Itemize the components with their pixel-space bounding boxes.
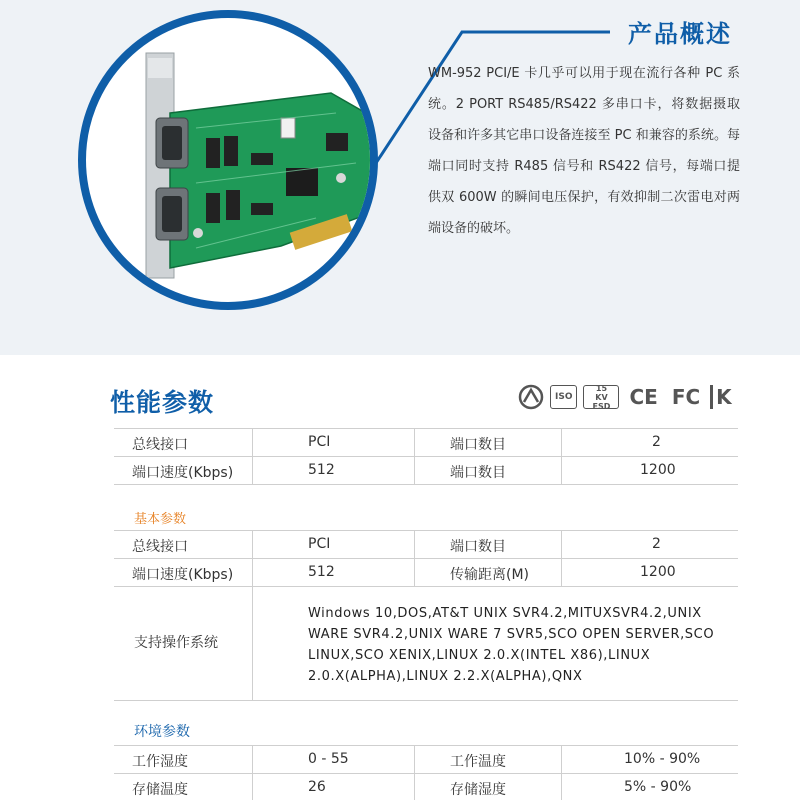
table-cell: 总线接口 — [132, 437, 188, 453]
table-cell: 5% - 90% — [624, 779, 692, 795]
table-cell: 1200 — [640, 462, 676, 478]
table-rule — [114, 456, 738, 457]
table-cell: 0 - 55 — [308, 751, 349, 767]
table-cell: 端口数目 — [450, 437, 506, 453]
table-rule — [114, 530, 738, 531]
table-cell: 1200 — [640, 564, 676, 580]
table-cell: 总线接口 — [132, 539, 188, 555]
overview-title: 产品概述 — [628, 20, 732, 48]
table-vrule — [252, 530, 253, 700]
table-rule — [114, 745, 738, 746]
kc-icon: K — [710, 385, 736, 409]
table-cell: 512 — [308, 564, 335, 580]
table-rule — [114, 484, 738, 485]
table-cell: 端口数目 — [450, 465, 506, 481]
basic-params-label: 基本参数 — [134, 512, 187, 527]
table-cell: 工作湿度 — [132, 754, 188, 770]
table-cell: 2 — [652, 434, 661, 450]
overview-paragraph: WM-952 PCI/E 卡几乎可以用于现在流行各种 PC 系统。2 PORT RS485/RS422 多串口卡，将数据摄取设备和许多其它串口设备连接至 PC 和兼容的系统。每端口同时支持 R485 信号和 RS422 信号，每端口提供双 600W 的瞬间电压保护，有效抑制二次雷电对两端设备的破坏。 — [428, 66, 740, 236]
table-cell: PCI — [308, 536, 331, 552]
table-cell: 26 — [308, 779, 326, 795]
rohs-icon — [518, 384, 544, 410]
table-cell: 端口速度(Kbps) — [132, 567, 234, 583]
os-value: Windows 10,DOS,AT&T UNIX SVR4.2,MITUXSVR4.2,UNIX WARE SVR4.2,UNIX WARE 7 SVR5,SCO OPEN SERVER,SCO LINUX,SCO XENIX,LINUX 2.0.X(INTEL X86),LINUX 2.0.X(ALPHA),LINUX 2.2.X(ALPHA),QNX — [308, 606, 715, 684]
table-rule — [114, 773, 738, 774]
specs-title: 性能参数 — [110, 388, 215, 417]
fcc-icon: FC — [671, 385, 701, 409]
table-cell: 工作温度 — [450, 754, 506, 770]
table-vrule — [414, 530, 415, 586]
table-vrule — [252, 745, 253, 800]
pci-card-image — [86, 18, 378, 310]
os-label: 支持操作系统 — [134, 635, 218, 651]
table-cell: PCI — [308, 434, 331, 450]
table-vrule — [561, 745, 562, 800]
table-vrule — [252, 428, 253, 484]
table-cell: 2 — [652, 536, 661, 552]
iso-icon: ISO — [550, 385, 577, 409]
table-rule — [114, 428, 738, 429]
table-cell: 传输距离(M) — [450, 567, 530, 583]
certification-logos — [518, 384, 736, 410]
esd-icon: 15 KV ESD — [583, 385, 619, 409]
table-cell: 端口数目 — [450, 539, 506, 555]
ce-icon: CE — [629, 385, 658, 409]
table-cell: 512 — [308, 462, 335, 478]
product-image-frame — [78, 10, 378, 310]
table-rule — [114, 586, 738, 587]
table-rule — [114, 700, 738, 701]
overview-description — [428, 58, 740, 244]
table-vrule — [414, 745, 415, 800]
table-cell: 存储温度 — [132, 782, 188, 798]
table-cell: 10% - 90% — [624, 751, 701, 767]
table-rule — [114, 558, 738, 559]
table-vrule — [561, 428, 562, 484]
table-cell: 存储湿度 — [450, 782, 506, 798]
env-params-label: 环境参数 — [134, 724, 190, 740]
table-vrule — [561, 530, 562, 586]
table-cell: 端口速度(Kbps) — [132, 465, 234, 481]
overview-section — [0, 0, 800, 355]
table-vrule — [414, 428, 415, 484]
